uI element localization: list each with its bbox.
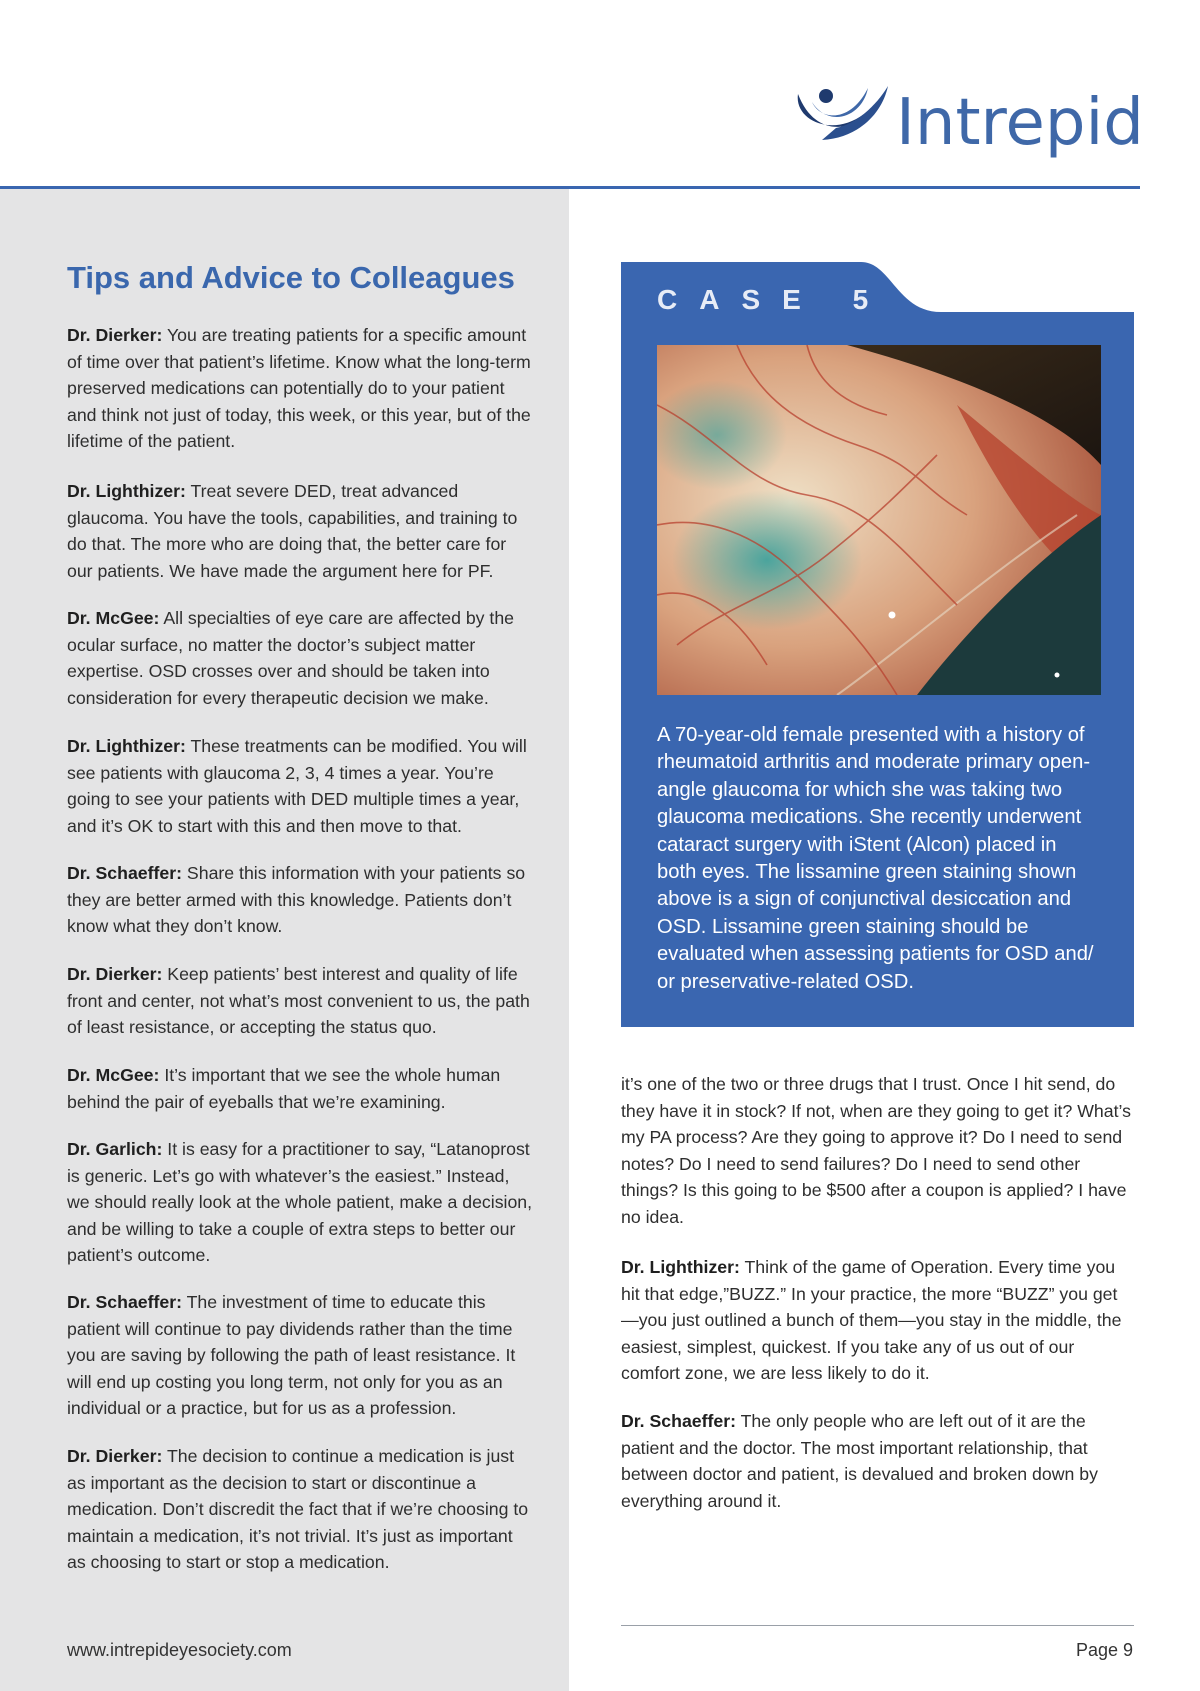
speaker-name: Dr. Schaeffer: <box>67 1292 183 1312</box>
speaker-paragraph <box>67 1443 533 1576</box>
paragraph-text: Share this information with your patients so they are better armed with this knowledge. Patients don’t know what they don’t know. <box>67 863 526 936</box>
case-photo <box>657 345 1101 695</box>
speaker-name: Dr. Garlich: <box>67 1139 163 1159</box>
case-description: A 70-year-old female presented with a history of rheumatoid arthritis and moderate primary open-angle glaucoma for which she was taking two glaucoma medications. She recently underwent cataract surgery with iStent (Alcon) placed in both eyes. The lissamine green staining shown above is a sign of conjunctival desiccation and OSD. Lissamine green staining should be evaluated when assessing patients for OSD and/ or preservative-related OSD. <box>657 724 1094 993</box>
speaker-paragraph <box>67 478 533 584</box>
paragraph-text: The investment of time to educate this patient will continue to pay dividends rather than the time you are saving by following the path of least resistance. It will end up costing you long term, not only for you as an individual or a practice, but for us as a profession. <box>67 1292 516 1418</box>
speaker-paragraph <box>67 1289 533 1422</box>
paragraph-text: It’s important that we see the whole human behind the pair of eyeballs that we’re examining. <box>67 1065 501 1112</box>
brand-logo[interactable] <box>792 80 1144 160</box>
speaker-paragraph <box>67 733 533 839</box>
speaker-paragraph <box>67 860 533 940</box>
speaker-name: Dr. Schaeffer: <box>621 1411 737 1431</box>
paragraph-text: It is easy for a practitioner to say, “Latanoprost is generic. Let’s go with whatever’s the easiest.” Instead, we should really look at the whole patient, make a decision, and be willing to take a couple of extra steps to better our patient’s outcome. <box>67 1139 533 1265</box>
footer-divider <box>621 1625 1134 1626</box>
speaker-paragraph <box>67 1062 533 1115</box>
footer-website-link[interactable]: www.intrepideyesociety.com <box>67 1640 292 1660</box>
speaker-name: Dr. Schaeffer: <box>67 863 183 883</box>
conjunctiva-photo-image <box>657 345 1101 695</box>
paragraph-text: Think of the game of Operation. Every time you hit that edge,”BUZZ.” In your practice, the more “BUZZ” you get—you just outlined a bunch of them—you stay in the middle, the easiest, simplest, quickest. If you take any of us out of our comfort zone, we are less likely to do it. <box>621 1257 1122 1383</box>
speaker-name: Dr. Dierker: <box>67 325 163 345</box>
speaker-paragraph <box>621 1408 1133 1514</box>
brand-name: Intrepid <box>896 86 1144 160</box>
paragraph-text: These treatments can be modified. You will see patients with glaucoma 2, 3, 4 times a year. You’re going to see your patients with DED multiple times a year, and it’s OK to start with this and then move to that. <box>67 736 527 836</box>
page-number: Page 9 <box>1076 1640 1134 1660</box>
speaker-name: Dr. Dierker: <box>67 964 163 984</box>
case-label: CASE 5 <box>657 284 891 315</box>
speaker-paragraph <box>621 1254 1133 1387</box>
page-header <box>0 0 1200 188</box>
speaker-paragraph <box>67 322 533 455</box>
paragraph-text: The only people who are left out of it are the patient and the doctor. The most important relationship, that between doctor and patient, is devalued and broken down by everything around it. <box>621 1411 1098 1511</box>
speaker-name: Dr. Lighthizer: <box>67 481 186 501</box>
speaker-paragraph <box>621 1071 1133 1230</box>
paragraph-text: Treat severe DED, treat advanced glaucoma. You have the tools, capabilities, and training to do that. The more who are doing that, the better care for our patients. We have made the argument here for PF. <box>67 481 518 581</box>
paragraph-text: You are treating patients for a specific amount of time over that patient’s lifetime. Know what the long-term preserved medications can potentially do to your patient and think not just of today, this week, or this year, but of the lifetime of the patient. <box>67 325 531 451</box>
paragraph-text: Keep patients’ best interest and quality of life front and center, not what’s most convenient to us, the path of least resistance, or accepting the status quo. <box>67 964 530 1037</box>
speaker-name: Dr. Lighthizer: <box>67 736 186 756</box>
paragraph-text: All specialties of eye care are affected by the ocular surface, no matter the doctor’s subject matter expertise. OSD crosses over and should be taken into consideration for every therapeutic decision we make. <box>67 608 515 708</box>
speaker-name: Dr. McGee: <box>67 1065 160 1085</box>
speaker-name: Dr. McGee: <box>67 608 160 628</box>
intrepid-swoosh-logo-icon <box>792 80 892 160</box>
case-box <box>621 262 1134 1027</box>
speaker-paragraph <box>67 605 533 711</box>
speaker-name: Dr. Dierker: <box>67 1446 163 1466</box>
speaker-paragraph <box>67 961 533 1041</box>
paragraph-text: it’s one of the two or three drugs that I trust. Once I hit send, do they have it in stock? If not, when are they going to get it? What’s my PA process? Are they going to approve it? Do I need to send notes? Do I need to send failures? Do I need to send other things? Is this going to be $500 after a coupon is applied? I have no idea. <box>621 1074 1131 1227</box>
paragraph-text: The decision to continue a medication is just as important as the decision to start or discontinue a medication. Don’t discredit the fact that if we’re choosing to maintain a medication, it’s not trivial. It’s just as important as choosing to start or stop a medication. <box>67 1446 529 1572</box>
speaker-paragraph <box>67 1136 533 1269</box>
speaker-name: Dr. Lighthizer: <box>621 1257 740 1277</box>
section-title: Tips and Advice to Colleagues <box>67 260 515 295</box>
